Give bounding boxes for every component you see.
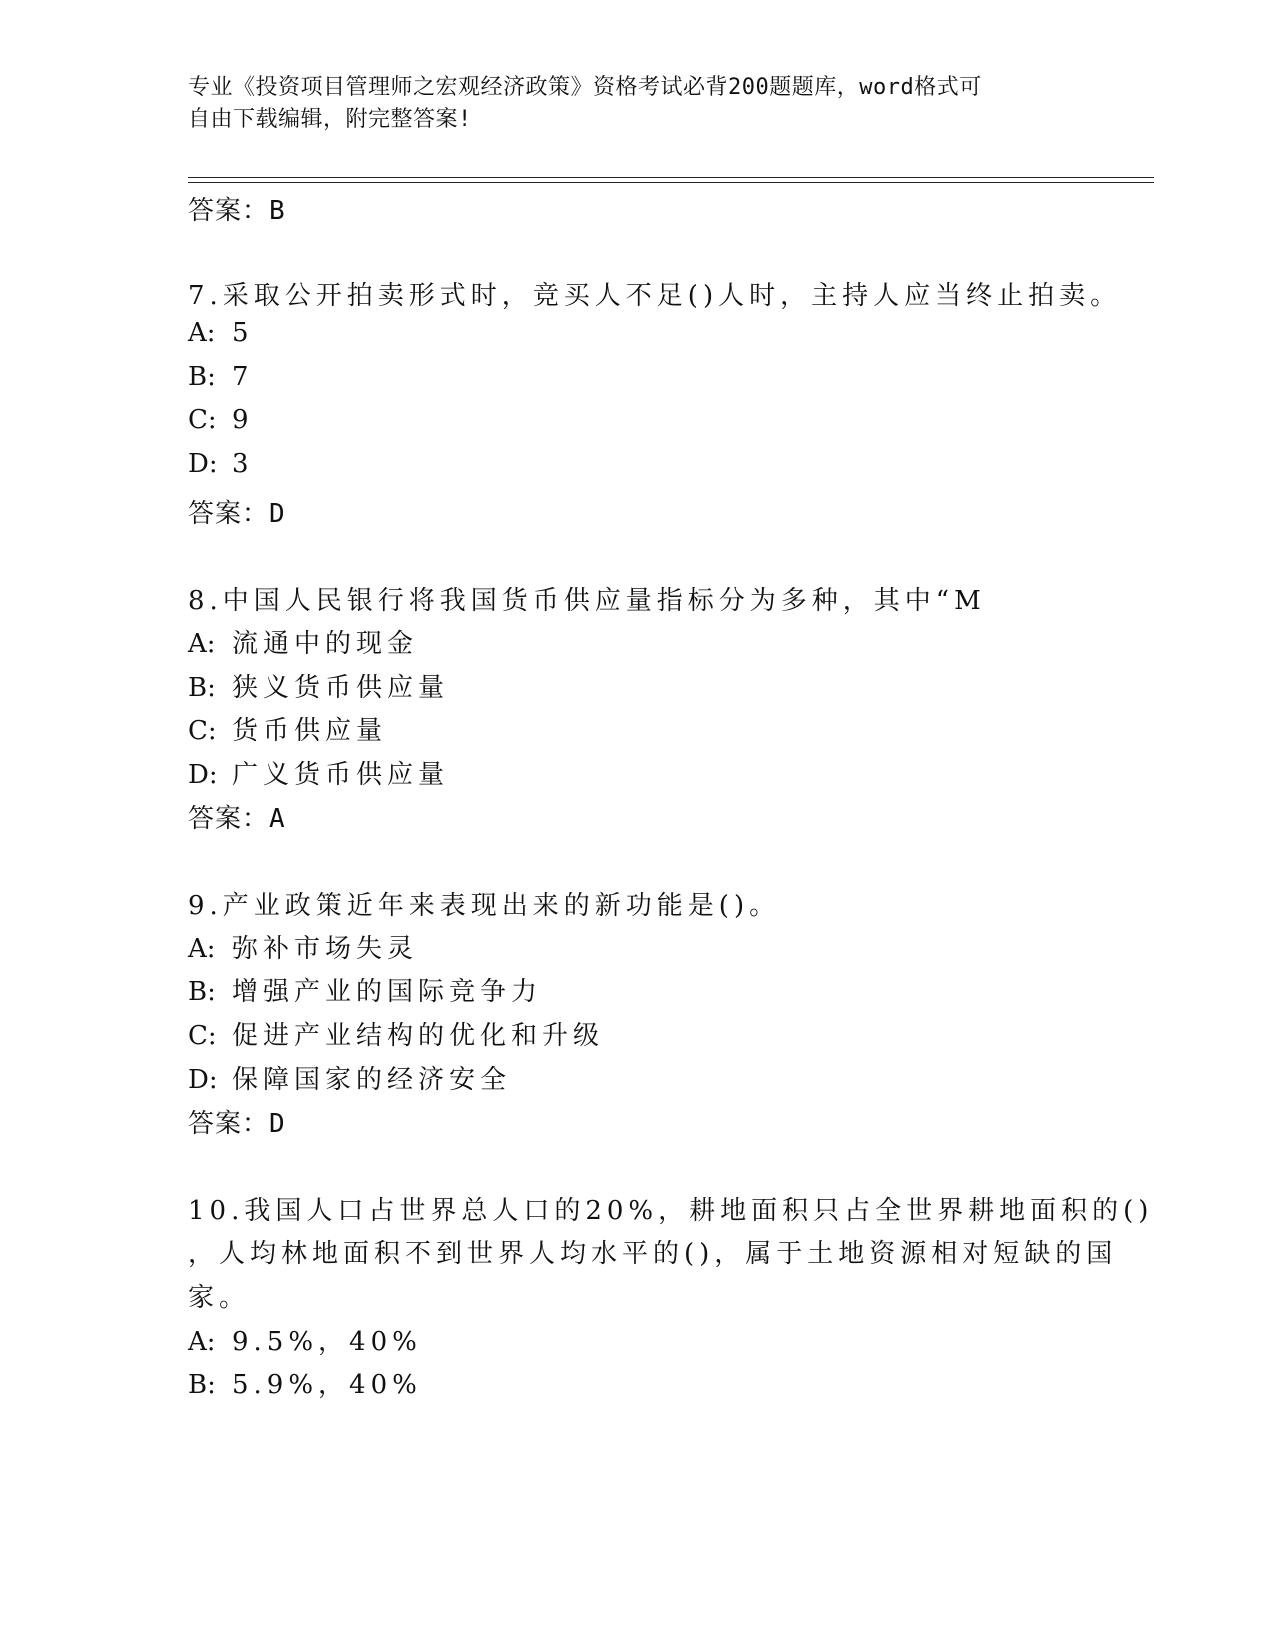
option-key: A:	[188, 1327, 216, 1357]
question-8-option-c	[188, 710, 387, 747]
header-divider-top	[188, 177, 1154, 178]
option-key: C:	[188, 405, 217, 435]
question-7-option-c	[188, 405, 254, 435]
question-10-option-a	[188, 1321, 422, 1358]
option-key: B:	[188, 362, 216, 392]
question-7-answer: 答案：D	[188, 499, 286, 529]
option-key: B:	[188, 1370, 216, 1400]
question-8-option-d	[188, 754, 449, 791]
option-key: C:	[188, 1021, 217, 1051]
option-text: 3	[232, 449, 254, 479]
question-9-option-d	[188, 1059, 511, 1096]
question-10-stem-line-3: 家。	[188, 1283, 251, 1313]
question-8-answer: 答案：A	[188, 804, 286, 834]
question-10-stem-line-2: ，人均林地面积不到世界人均水平的()，属于土地资源相对短缺的国	[188, 1239, 1118, 1269]
question-9-option-b	[188, 971, 542, 1008]
question-9-option-a	[188, 928, 418, 965]
option-key: A:	[188, 629, 216, 659]
option-text: 9	[232, 405, 254, 435]
option-text: 5	[232, 318, 254, 348]
option-key: D:	[188, 760, 218, 790]
option-key: B:	[188, 977, 216, 1007]
question-10-option-b	[188, 1364, 422, 1401]
option-text: 9.5%，40%	[232, 1327, 422, 1357]
header-line-1: 专业《投资项目管理师之宏观经济政策》资格考试必背200题题库，word格式可	[188, 75, 982, 100]
option-text: 7	[232, 362, 254, 392]
previous-answer: 答案：B	[188, 196, 286, 226]
option-text: 货币供应量	[232, 716, 388, 746]
question-7-option-b	[188, 362, 254, 392]
question-9-answer: 答案：D	[188, 1109, 286, 1139]
option-text: 增强产业的国际竞争力	[232, 977, 543, 1007]
option-key: D:	[188, 449, 218, 479]
question-8-option-b	[188, 667, 449, 704]
option-key: A:	[188, 934, 216, 964]
option-text: 狭义货币供应量	[232, 673, 450, 703]
question-8-option-a	[188, 623, 418, 660]
question-9-option-c	[188, 1015, 604, 1052]
question-7-option-d	[188, 449, 254, 479]
option-text: 促进产业结构的优化和升级	[232, 1021, 605, 1051]
option-text: 广义货币供应量	[232, 760, 450, 790]
document-header	[188, 72, 1068, 136]
question-7-option-a	[188, 318, 254, 348]
question-7-stem: 7.采取公开拍卖形式时，竞买人不足()人时，主持人应当终止拍卖。	[188, 281, 1122, 311]
question-9-stem: 9.产业政策近年来表现出来的新功能是()。	[188, 891, 781, 921]
option-key: C:	[188, 716, 217, 746]
header-line-2: 自由下载编辑，附完整答案!	[188, 107, 472, 132]
option-text: 5.9%，40%	[232, 1370, 422, 1400]
option-text: 流通中的现金	[232, 629, 419, 659]
option-key: D:	[188, 1065, 218, 1095]
question-8-stem: 8.中国人民银行将我国货币供应量指标分为多种，其中“M	[188, 586, 986, 616]
header-divider-bottom	[188, 182, 1154, 183]
option-key: B:	[188, 673, 216, 703]
option-text: 保障国家的经济安全	[232, 1065, 512, 1095]
option-key: A:	[188, 318, 216, 348]
option-text: 弥补市场失灵	[232, 934, 419, 964]
question-10-stem-line-1: 10.我国人口占世界总人口的20%，耕地面积只占全世界耕地面积的()	[188, 1196, 1154, 1226]
